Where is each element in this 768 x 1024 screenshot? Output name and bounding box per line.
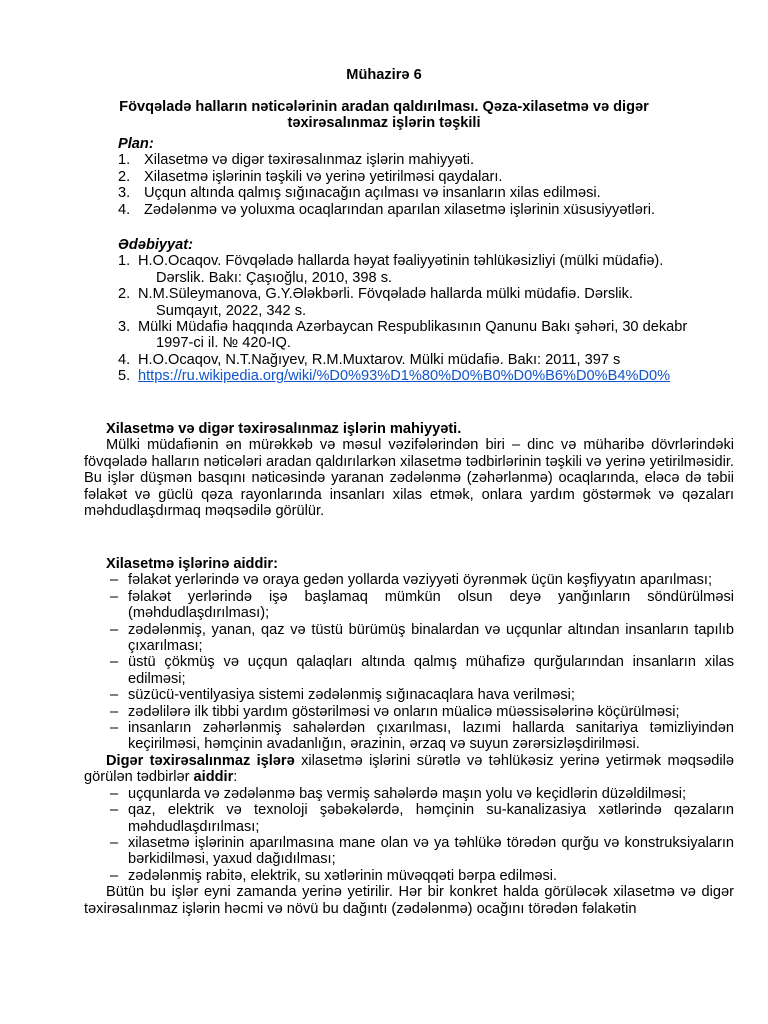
dash-bullet: – [110, 802, 119, 819]
dash-bullet: – [110, 687, 119, 704]
list-item [84, 589, 734, 622]
list-item [84, 835, 734, 868]
dash-bullet: – [110, 785, 119, 802]
literature-section [118, 237, 738, 385]
other-works-text: xilasetmə işlərini sürətlə və təhlükəsiz yerinə yetirmək məqsədilə görülən tədbirlər [84, 752, 735, 786]
dash-bullet: – [110, 621, 119, 638]
lecture-subtitle: Fövqəladə halların nəticələrinin aradan qaldırılması. Qəza-xilasetmə və digər təxirəsalınmaz işlərin təşkili [119, 99, 649, 132]
literature-item-number: 2. [118, 286, 131, 303]
essence-section [84, 421, 734, 519]
list-item-text: zədələnmiş rabitə, elektrik, su xətlərinin müvəqqəti bərpa edilməsi. [128, 867, 558, 884]
literature-item-text: Mülki Müdafiə haqqında Azərbaycan Respublikasının Qanunu Bakı şəhəri, 30 dekabr [138, 319, 688, 336]
list-item-text: uçqunlarda və zədələnmə baş vermiş sahələrdə maşın yolu və keçidlərin düzəldilməsi; [128, 785, 687, 802]
essence-heading: Xilasetmə və digər təxirəsalınmaz işlərin mahiyyəti. [106, 421, 462, 437]
literature-item-text-cont: Dərslik. Bakı: Çaşıoğlu, 2010, 398 s. [156, 269, 393, 286]
list-item [84, 704, 734, 720]
list-item-text: qaz, elektrik və texnoloji şəbəkələrdə, həmçinin su-kanalizasiya xətlərində qəzaların məhdudlaşdırılması; [128, 802, 734, 835]
dash-bullet: – [110, 654, 119, 671]
literature-item-text-cont: Sumqayıt, 2022, 342 s. [156, 302, 307, 319]
dash-bullet: – [110, 720, 119, 737]
plan-section [118, 136, 738, 218]
literature-item-number: 4. [118, 351, 131, 368]
plan-item [118, 202, 738, 218]
literature-item [118, 352, 738, 368]
list-item [84, 654, 734, 687]
literature-item-text: H.O.Ocaqov. Fövqəladə hallarda həyat fəaliyyətinin təhlükəsizliyi (mülki müdafiə). [138, 253, 664, 270]
list-item-text: zədəlilərə ilk tibbi yardım göstərilməsi və onların müalicə müəssisələrinə köçürülməsi; [128, 703, 680, 720]
other-works-bold: Digər təxirəsalınmaz işlərə [106, 752, 295, 769]
essence-paragraph: Mülki müdafiənin ən mürəkkəb və məsul vəzifələrindən biri – dinc və müharibə dövrlərindəki fövqəladə halların nəticələri aradan qaldırılarkən xilasetmə tədbirlərinin təşkili və yerinə yetirilməsidir. Bu işlər düşmən basqını nəticəsində yaranan zədələnmə (zəhərlənmə) ocaqlarında, eləcə də təbii fəlakət və güclü qəza rayonlarında insanları xilas etmək, onlara yardım göstərmək və qəzaları məhdudlaşdırmaq məqsədilə görülür. [84, 437, 734, 520]
literature-list [118, 253, 738, 384]
list-item [84, 802, 734, 835]
plan-item-number: 4. [118, 201, 131, 218]
plan-item-number: 2. [118, 168, 131, 185]
list-item-text: zədələnmiş, yanan, qaz və tüstü bürümüş binalardan və uçqunlar altından insanların tapılıb çıxarılması; [128, 621, 734, 655]
plan-item-number: 1. [118, 152, 131, 169]
lecture-title: Mühazirə 6 [346, 67, 422, 83]
literature-item-number: 5. [118, 368, 131, 385]
plan-item-text: Uçqun altında qalmış sığınacağın açılması və insanların xilas edilməsi. [144, 185, 601, 202]
plan-item-text: Xilasetmə və digər təxirəsalınmaz işlərin mahiyyəti. [144, 152, 475, 169]
other-works-bold-aiddir: aiddir [193, 769, 234, 786]
list-item [84, 720, 734, 753]
plan-item [118, 169, 738, 185]
wikipedia-link[interactable]: https://ru.wikipedia.org/wiki/%D0%93%D1%80%D0%B0%D0%B6%D0%B4%D0% [138, 368, 671, 385]
literature-item-number: 1. [118, 253, 131, 270]
literature-item [118, 253, 738, 286]
literature-item-text: H.O.Ocaqov, N.T.Nağıyev, R.M.Muxtarov. Mülki müdafiə. Bakı: 2011, 397 s [138, 351, 621, 368]
list-item-text: fəlakət yerlərində işə başlamaq mümkün olsun deyə yanğınların söndürülməsi (məhdudlaşdırılması); [128, 588, 734, 622]
list-item-text: üstü çökmüş və uçqun qalaqları altında qalmış mühafizə qurğularından insanların xilas edilməsi; [128, 654, 734, 687]
literature-heading: Ədəbiyyat: [118, 237, 193, 253]
plan-item-text: Zədələnmə və yoluxma ocaqlarından aparılan xilasetmə işlərinin xüsusiyyətləri. [144, 201, 656, 218]
dash-bullet: – [110, 867, 119, 884]
closing-paragraph: Bütün bu işlər eyni zamanda yerinə yetirilir. Hər bir konkret halda görüləcək xilasetmə və digər təxirəsalınmaz işlərin həcmi və növü bu dağıntı (zədələnmə) ocağını törədən fəlakətin [84, 884, 734, 917]
dash-bullet: – [110, 572, 119, 589]
list-item [84, 868, 734, 884]
dash-bullet: – [110, 703, 119, 720]
list-item-text: insanların zəhərlənmiş sahələrdən çıxarılması, lazımi hallarda sanitariya təmizliyindən keçirilməsi, həmçinin avadanlığın, ərazinin, ərzaq və suyun zərərsizləşdirilməsi. [128, 720, 734, 753]
plan-item-text: Xilasetmə işlərinin təşkili və yerinə yetirilməsi qaydaları. [144, 168, 503, 185]
other-works-intro [84, 753, 734, 786]
plan-heading: Plan: [118, 136, 154, 152]
plan-item [118, 152, 738, 168]
literature-item [118, 286, 738, 319]
literature-item-text: N.M.Süleymanova, G.Y.Ələkbərli. Fövqəladə hallarda mülki müdafiə. Dərslik. [138, 286, 633, 303]
plan-item-number: 3. [118, 185, 131, 202]
other-works-colon: : [233, 769, 238, 786]
list-item-text: fəlakət yerlərində və oraya gedən yollarda vəziyyəti öyrənmək üçün kəşfiyyatın aparılması; [128, 572, 713, 589]
other-works-list [84, 786, 734, 884]
list-item [84, 572, 734, 588]
rescue-works-list [84, 572, 734, 752]
literature-item [118, 319, 738, 352]
list-item [84, 687, 734, 703]
dash-bullet: – [110, 588, 119, 605]
list-item-text: süzücü-ventilyasiya sistemi zədələnmiş sığınacaqlara hava verilməsi; [128, 687, 575, 704]
plan-list [118, 152, 738, 218]
literature-item-number: 3. [118, 319, 131, 336]
list-item [84, 622, 734, 655]
rescue-works-heading: Xilasetmə işlərinə aiddir: [106, 556, 278, 572]
literature-item [118, 368, 738, 384]
list-item [84, 786, 734, 802]
dash-bullet: – [110, 834, 119, 851]
rescue-works-section [84, 556, 734, 917]
literature-item-text-cont: 1997-ci il. № 420-IQ. [156, 335, 291, 352]
plan-item [118, 185, 738, 201]
list-item-text: xilasetmə işlərinin aparılmasına mane olan və ya təhlükə törədən qurğu və konstruksiyaların bərkidilməsi, yaxud dağıdılması; [128, 834, 734, 868]
